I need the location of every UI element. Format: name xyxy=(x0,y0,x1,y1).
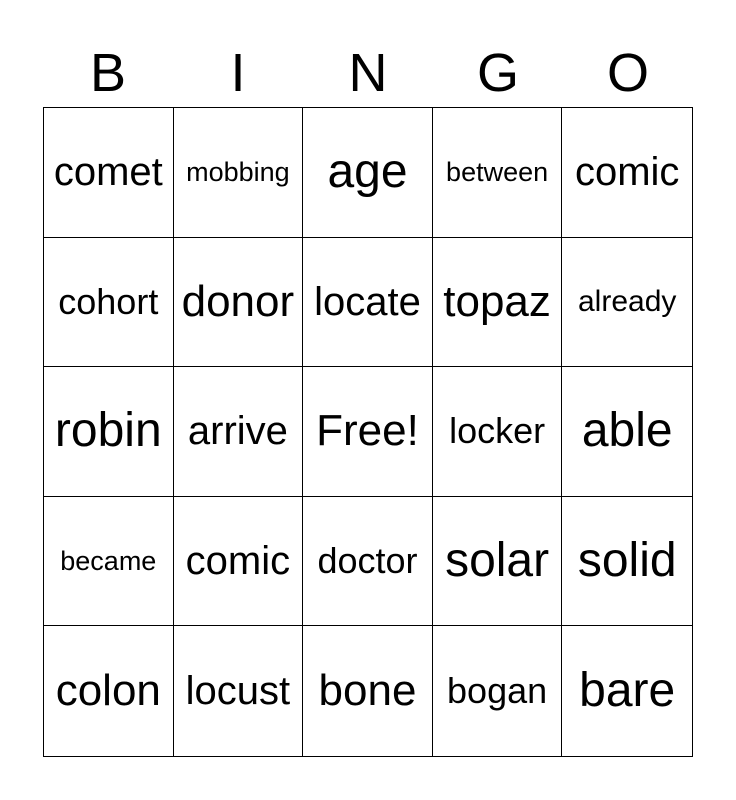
bingo-cell[interactable]: locate xyxy=(303,238,433,368)
bingo-cell[interactable]: locker xyxy=(433,367,563,497)
bingo-cell[interactable]: colon xyxy=(44,626,174,756)
bingo-header xyxy=(43,40,693,106)
bingo-cell[interactable]: became xyxy=(44,497,174,627)
bingo-cell[interactable]: age xyxy=(303,108,433,238)
bingo-cell[interactable]: cohort xyxy=(44,238,174,368)
bingo-cell[interactable]: solid xyxy=(562,497,692,627)
bingo-cell[interactable]: doctor xyxy=(303,497,433,627)
bingo-cell[interactable]: topaz xyxy=(433,238,563,368)
bingo-cell[interactable]: between xyxy=(433,108,563,238)
free-space-cell[interactable]: Free! xyxy=(303,367,433,497)
bingo-cell[interactable]: comet xyxy=(44,108,174,238)
header-letter-n: N xyxy=(348,43,388,103)
bingo-cell[interactable]: solar xyxy=(433,497,563,627)
bingo-cell[interactable]: already xyxy=(562,238,692,368)
bingo-cell[interactable]: arrive xyxy=(174,367,304,497)
bingo-cell[interactable]: comic xyxy=(562,108,692,238)
bingo-cell[interactable]: comic xyxy=(174,497,304,627)
bingo-cell[interactable]: mobbing xyxy=(174,108,304,238)
header-letter-b: B xyxy=(89,43,127,103)
bingo-cell[interactable]: bare xyxy=(579,664,676,718)
bingo-cell[interactable]: bone xyxy=(303,626,433,756)
header-letter-i: I xyxy=(230,43,246,103)
bingo-cell[interactable]: able xyxy=(562,367,692,497)
bingo-cell[interactable]: bogan xyxy=(433,626,563,756)
header-letter-o: O xyxy=(606,43,649,103)
header-letter-g: G xyxy=(476,43,519,103)
bingo-cell[interactable]: robin xyxy=(44,367,174,497)
bingo-cell[interactable]: locust xyxy=(174,626,304,756)
bingo-cell[interactable]: donor xyxy=(174,238,304,368)
bingo-board xyxy=(43,107,693,757)
